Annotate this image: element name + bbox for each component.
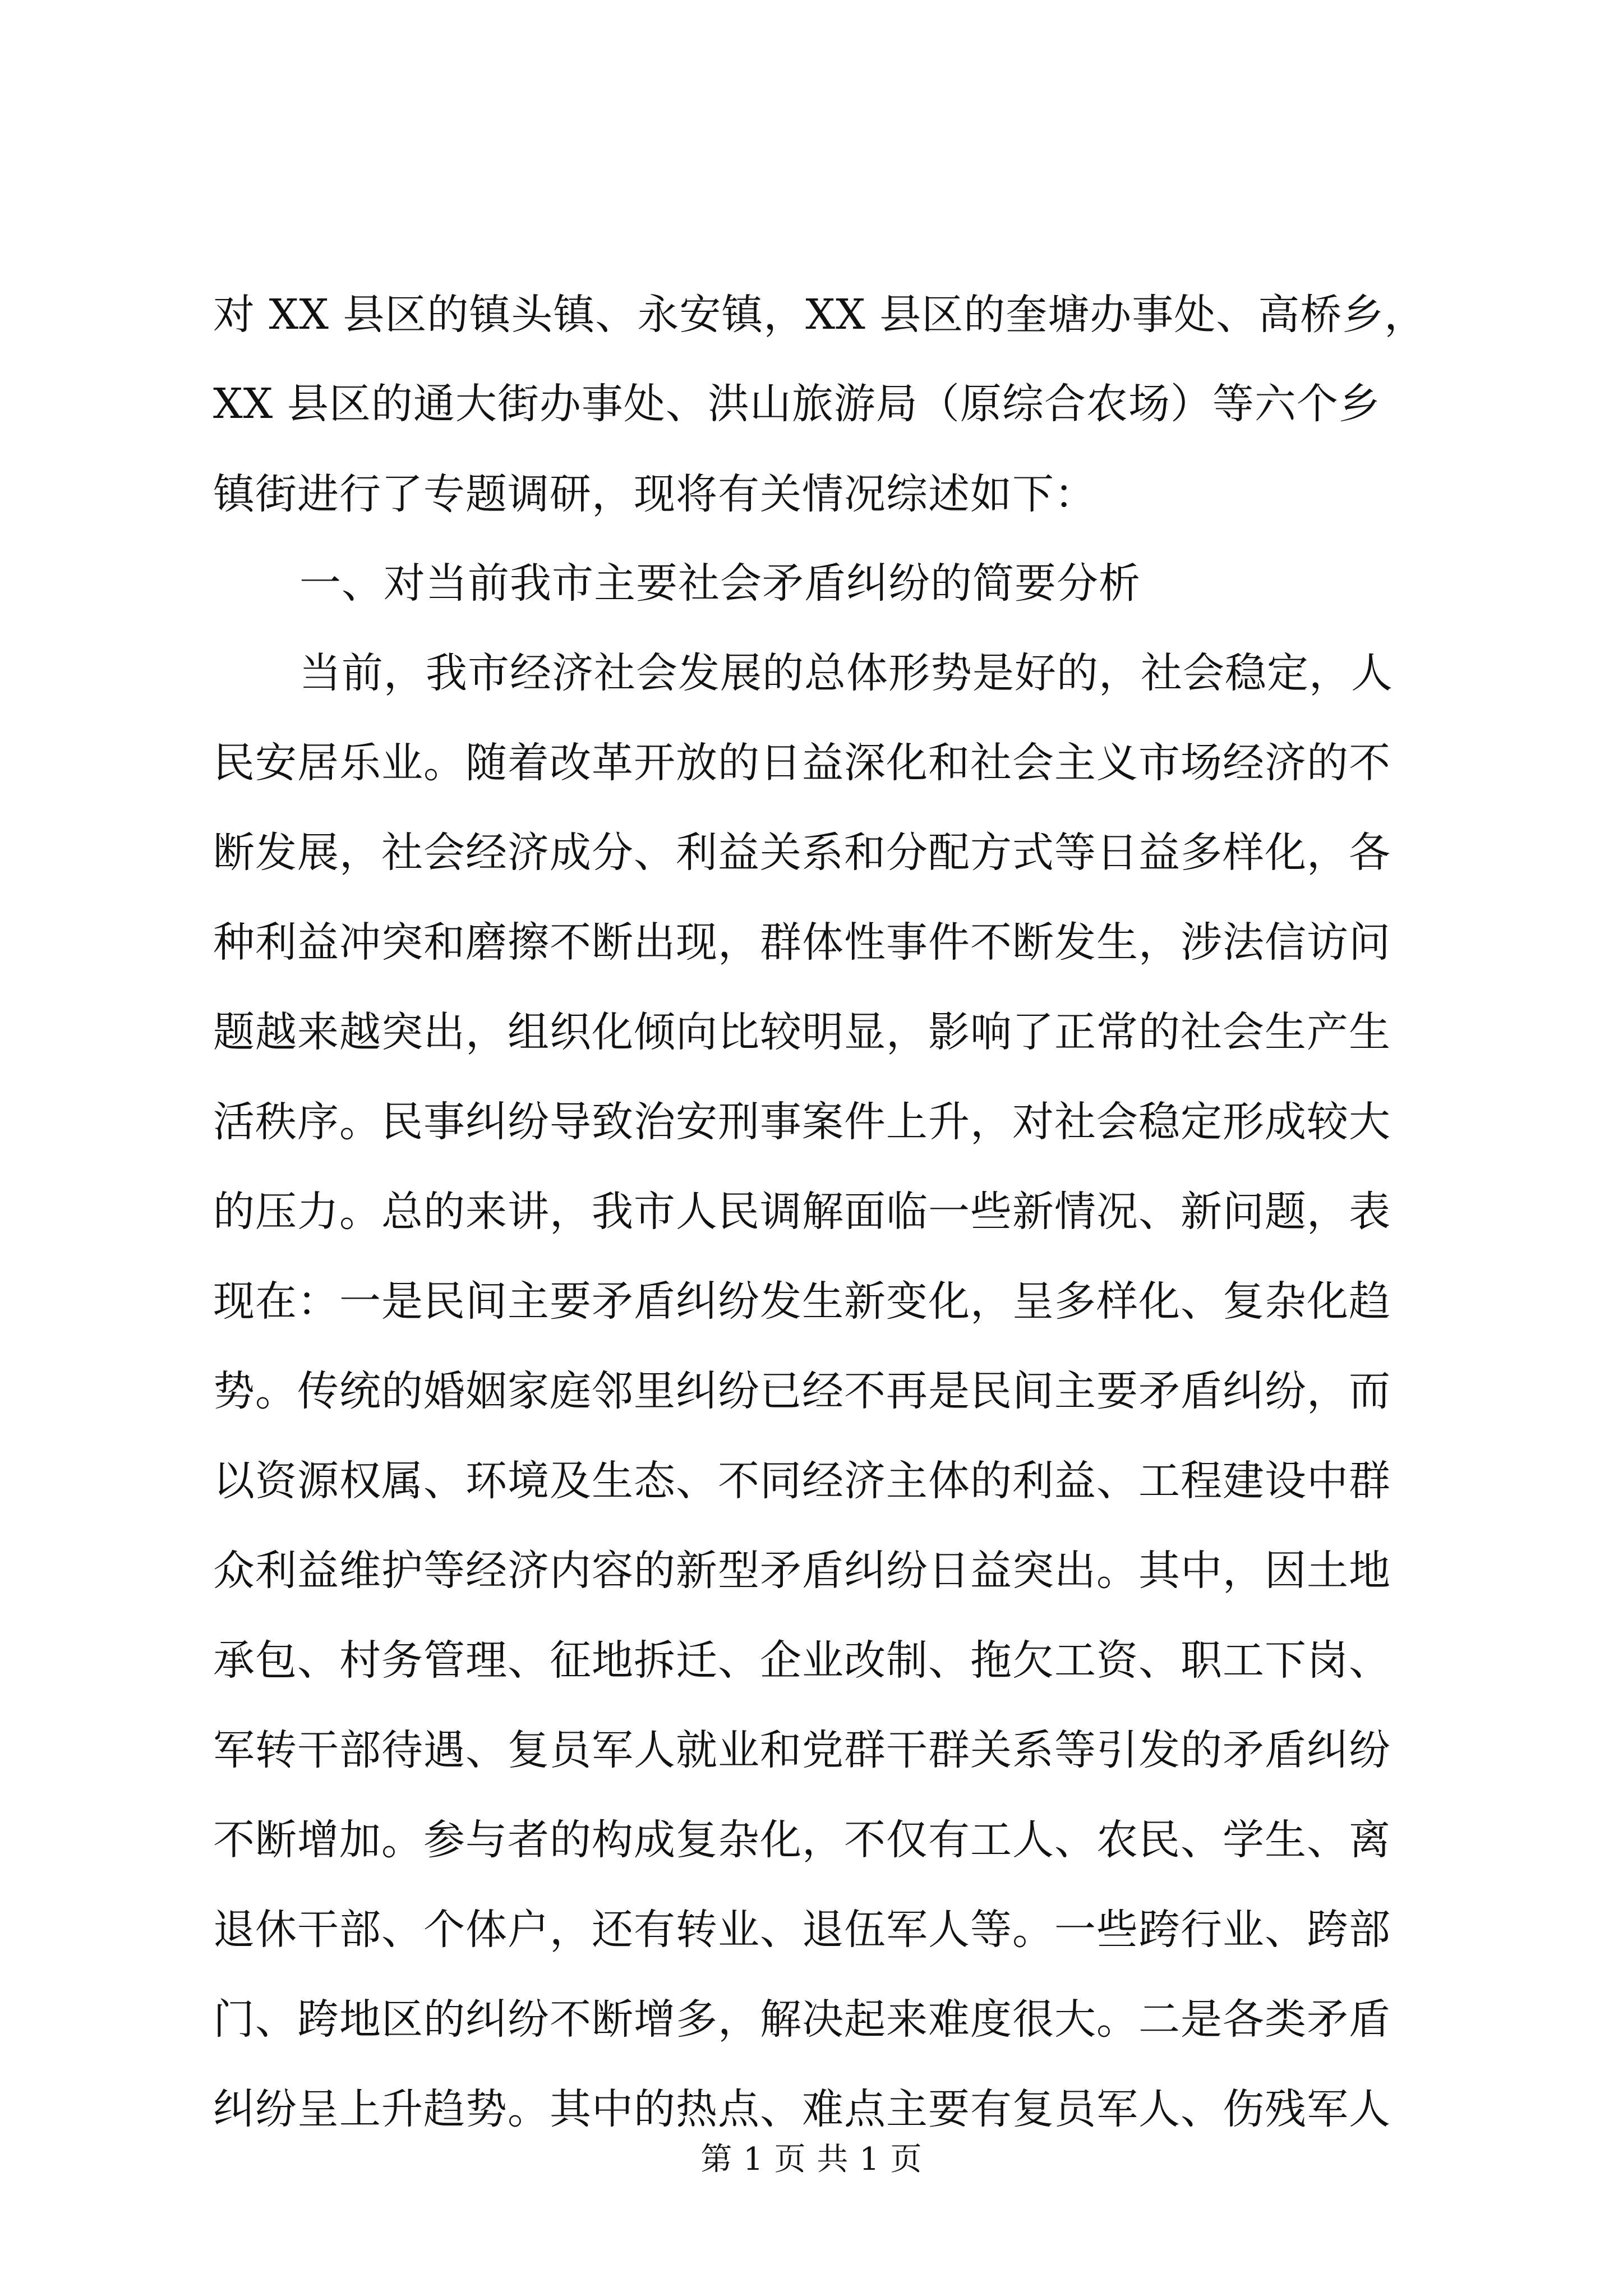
body-text-line: 活秩序。民事纠纷导致治安刑事案件上升，对社会稳定形成较大 [213, 1098, 1391, 1146]
body-text-line: 众利益维护等经济内容的新型矛盾纠纷日益突出。其中，因土地 [213, 1547, 1391, 1595]
body-text-line: 的压力。总的来讲，我市人民调解面临一些新情况、新问题，表 [213, 1188, 1391, 1236]
paragraph-first-line: 当前，我市经济社会发展的总体形势是好的，社会稳定，人 [299, 649, 1393, 697]
body-text-line: 退休干部、个体户，还有转业、退伍军人等。一些跨行业、跨部 [213, 1906, 1391, 1954]
body-text-line: 民安居乐业。随着改革开放的日益深化和社会主义市场经济的不 [213, 739, 1391, 787]
body-text-line: 势。传统的婚姻家庭邻里纠纷已经不再是民间主要矛盾纠纷，而 [213, 1367, 1391, 1415]
body-text-line: 种利益冲突和磨擦不断出现，群体性事件不断发生，涉法信访问 [213, 918, 1391, 967]
body-text-line: 承包、村务管理、征地拆迁、企业改制、拖欠工资、职工下岗、 [213, 1636, 1391, 1685]
body-text-line: 现在：一是民间主要矛盾纠纷发生新变化，呈多样化、复杂化趋 [213, 1277, 1391, 1326]
body-text-line: XX 县区的通大街办事处、洪山旅游局（原综合农场）等六个乡 [213, 380, 1381, 428]
body-text-line: 纠纷呈上升趋势。其中的热点、难点主要有复员军人、伤残军人 [213, 2085, 1391, 2133]
body-text-line: 不断增加。参与者的构成复杂化，不仅有工人、农民、学生、离 [213, 1816, 1391, 1864]
body-text-line: 题越来越突出，组织化倾向比较明显，影响了正常的社会生产生 [213, 1008, 1391, 1056]
body-text-line: 门、跨地区的纠纷不断增多，解决起来难度很大。二是各类矛盾 [213, 1995, 1391, 2044]
body-text-line: 对 XX 县区的镇头镇、永安镇，XX 县区的奎塘办事处、高桥乡， [213, 291, 1427, 339]
page-footer: 第 1 页 共 1 页 [700, 2141, 923, 2178]
body-text-line: 镇街进行了专题调研，现将有关情况综述如下： [213, 470, 1096, 518]
body-text-line: 军转干部待遇、复员军人就业和党群干群关系等引发的矛盾纠纷 [213, 1726, 1391, 1774]
body-text-line: 断发展，社会经济成分、利益关系和分配方式等日益多样化，各 [213, 829, 1391, 877]
section-heading: 一、对当前我市主要社会矛盾纠纷的简要分析 [299, 559, 1141, 608]
body-text-line: 以资源权属、环境及生态、不同经济主体的利益、工程建设中群 [213, 1457, 1391, 1505]
